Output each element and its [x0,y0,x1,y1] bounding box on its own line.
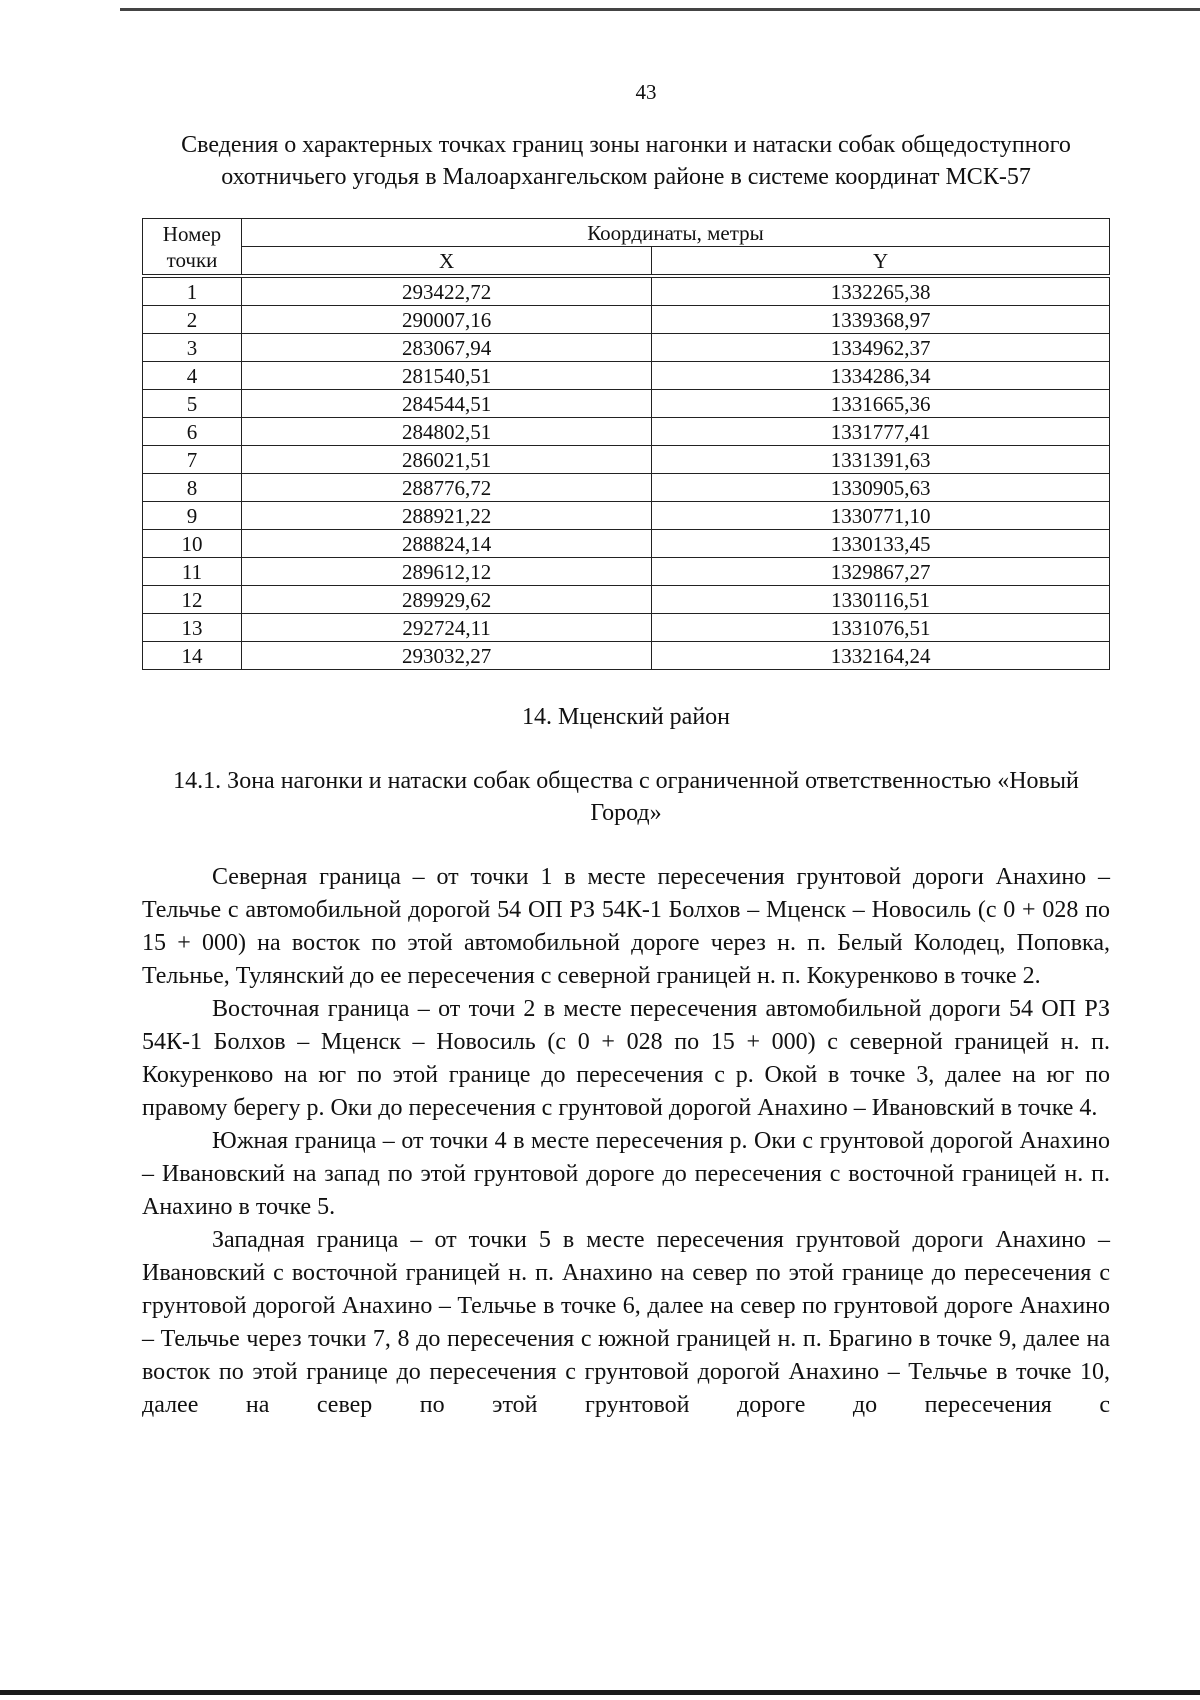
paragraph-west-boundary: Западная граница – от точки 5 в месте пересечения грунтовой дороги Анахино – Ивановский с восточной границей н. п. Анахино на север по этой границе до пересечения с грунтовой дорогой Анахино – Тельчье в точке 6, далее на север по грунтовой дороге Анахино – Тельчье через точки 7, 8 до пересечения с южной границей н. п. Брагино в точке 9, далее на восток по этой границе до пересечения с грунтовой дорогой Анахино – Тельчье в точке 10, далее на север по этой грунтовой дороге до пересечения с [142,1227,1110,1418]
header-x: X [242,247,652,277]
page-number: 43 [635,80,657,104]
y-coordinate-cell: 1330905,63 [652,474,1110,502]
x-coordinate-cell: 288921,22 [242,502,652,530]
y-coordinate-cell: 1331391,63 [652,446,1110,474]
x-coordinate-cell: 284802,51 [242,418,652,446]
table-row [143,362,1110,390]
table-row [143,418,1110,446]
point-number-cell: 10 [143,530,242,558]
table-row [143,474,1110,502]
point-number-cell: 13 [143,614,242,642]
table-row [143,446,1110,474]
point-number-cell: 7 [143,446,242,474]
y-coordinate-cell: 1330771,10 [652,502,1110,530]
table-row [143,502,1110,530]
y-coordinate-cell: 1332265,38 [652,276,1110,306]
table-row [143,334,1110,362]
document-heading: Сведения о характерных точках границ зоны нагонки и натаски собак общедоступного охотничьего угодья в Малоархангельском районе в системе координат МСК-57 [181,132,1071,190]
table-row [143,306,1110,334]
scan-edge-bottom [0,1690,1200,1695]
x-coordinate-cell: 288824,14 [242,530,652,558]
table-row [143,390,1110,418]
section-title: 14. Мценский район [521,704,731,730]
header-y: Y [652,247,1110,277]
point-number-cell: 12 [143,586,242,614]
point-number-cell: 14 [143,642,242,670]
table-row [143,586,1110,614]
point-number-cell: 3 [143,334,242,362]
header-point-number: Номер точки [143,219,242,277]
x-coordinate-cell: 290007,16 [242,306,652,334]
scan-edge-top [120,8,1200,11]
point-number-cell: 5 [143,390,242,418]
x-coordinate-cell: 289929,62 [242,586,652,614]
header-coordinates: Координаты, метры [242,219,1110,247]
x-coordinate-cell: 293422,72 [242,276,652,306]
x-coordinate-cell: 281540,51 [242,362,652,390]
x-coordinate-cell: 284544,51 [242,390,652,418]
y-coordinate-cell: 1331777,41 [652,418,1110,446]
y-coordinate-cell: 1334962,37 [652,334,1110,362]
y-coordinate-cell: 1339368,97 [652,306,1110,334]
x-coordinate-cell: 293032,27 [242,642,652,670]
paragraph-north-boundary: Северная граница – от точки 1 в месте пересечения грунтовой дороги Анахино – Тельчье с автомобильной дорогой 54 ОП РЗ 54К-1 Болхов – Мценск – Новосиль (с 0 + 028 по 15 + 000) на восток по этой автомобильной дороге через н. п. Белый Колодец, Поповка, Тельнье, Тулянский до ее пересечения с северной границей н. п. Кокуренково в точке 2. [142,864,1110,989]
point-number-cell: 6 [143,418,242,446]
y-coordinate-cell: 1331076,51 [652,614,1110,642]
subsection-title: 14.1. Зона нагонки и натаски собак общества с ограниченной ответственностью «Новый Город» [173,768,1079,826]
point-number-cell: 2 [143,306,242,334]
point-number-cell: 8 [143,474,242,502]
x-coordinate-cell: 292724,11 [242,614,652,642]
y-coordinate-cell: 1332164,24 [652,642,1110,670]
table-row [143,276,1110,306]
x-coordinate-cell: 289612,12 [242,558,652,586]
y-coordinate-cell: 1331665,36 [652,390,1110,418]
y-coordinate-cell: 1330116,51 [652,586,1110,614]
table-row [143,530,1110,558]
coordinates-table [142,218,1110,670]
point-number-cell: 1 [143,276,242,306]
y-coordinate-cell: 1329867,27 [652,558,1110,586]
point-number-cell: 9 [143,502,242,530]
y-coordinate-cell: 1334286,34 [652,362,1110,390]
table-row [143,614,1110,642]
y-coordinate-cell: 1330133,45 [652,530,1110,558]
x-coordinate-cell: 286021,51 [242,446,652,474]
point-number-cell: 11 [143,558,242,586]
table-row [143,558,1110,586]
paragraph-south-boundary: Южная граница – от точки 4 в месте пересечения р. Оки с грунтовой дорогой Анахино – Ивановский на запад по этой грунтовой дороге до пересечения с восточной границей н. п. Анахино в точке 5. [142,1128,1110,1220]
paragraph-east-boundary: Восточная граница – от точи 2 в месте пересечения автомобильной дороги 54 ОП РЗ 54К-1 Болхов – Мценск – Новосиль (с 0 + 028 по 15 + 000) с северной границей н. п. Кокуренково на юг по этой границе до пересечения с р. Окой в точке 3, далее на юг по правому берегу р. Оки до пересечения с грунтовой дорогой Анахино – Ивановский в точке 4. [142,996,1110,1121]
x-coordinate-cell: 288776,72 [242,474,652,502]
document-page [142,80,1110,1422]
table-row [143,642,1110,670]
point-number-cell: 4 [143,362,242,390]
x-coordinate-cell: 283067,94 [242,334,652,362]
